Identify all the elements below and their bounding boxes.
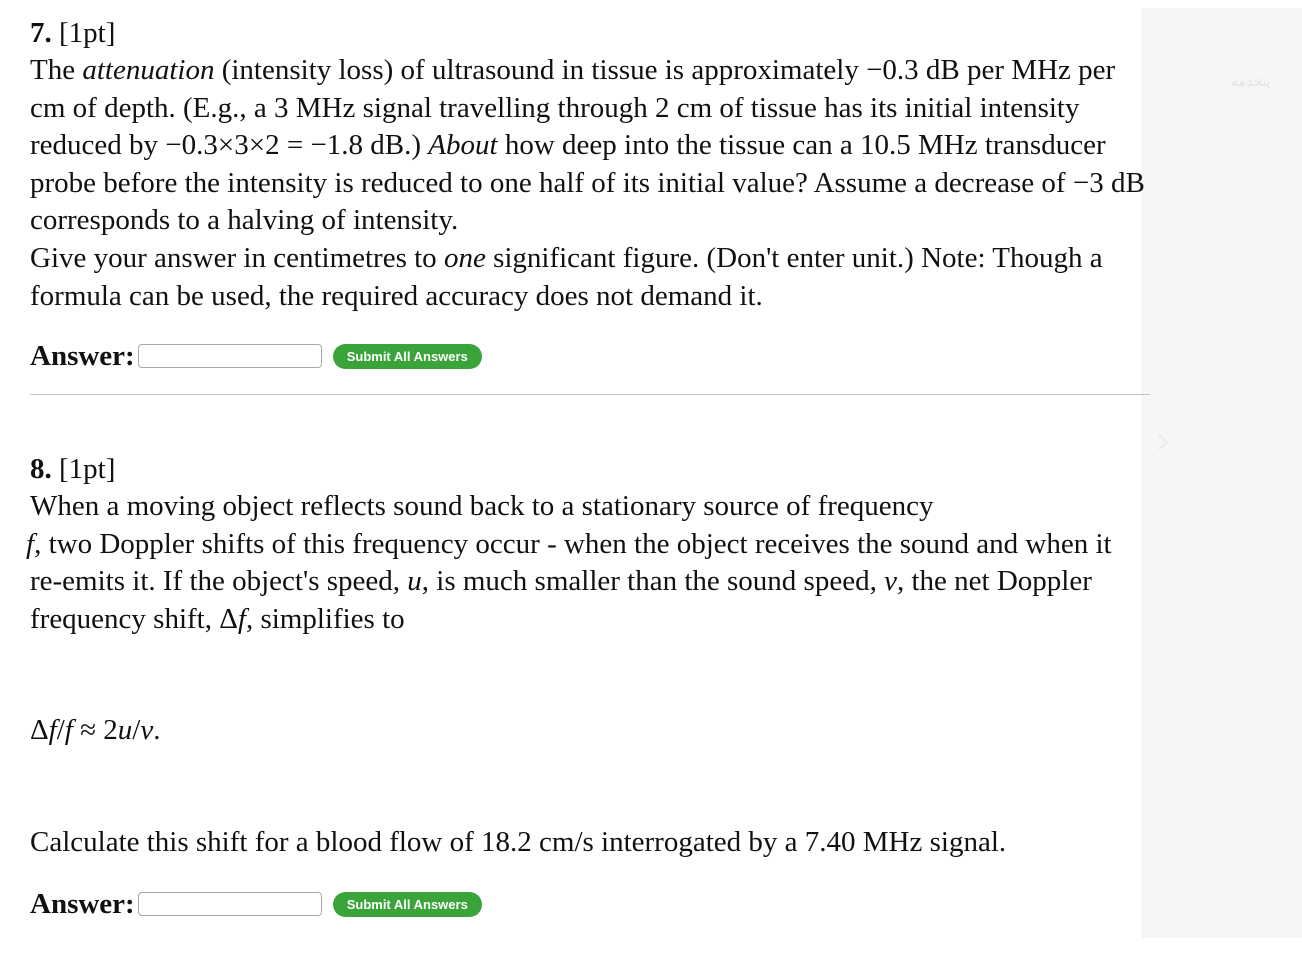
text-run-italic: attenuation <box>82 54 215 86</box>
question-number: 7. <box>30 17 52 49</box>
answer-label: Answer: <box>30 339 135 372</box>
question-7-text <box>30 52 1150 315</box>
question-8-header <box>30 450 1150 488</box>
text-run: , is much smaller than the sound speed, <box>421 565 885 598</box>
formula-part: . <box>153 714 161 746</box>
question-7-answer-row <box>30 336 482 376</box>
question-7-header <box>30 14 1150 52</box>
text-run: , two Doppler shifts of this frequency occur - when the object receives the sound and when it re-emits it. If the object's speed, <box>30 527 1112 598</box>
question-points: [1pt] <box>59 17 116 49</box>
text-run-italic: one <box>443 241 486 274</box>
text-run: (intensity loss) of ultrasound in tissue is approximately −0.3 dB per MHz per cm of depth. (E.g., a 3 MHz signal travelling through 2 cm of tissue has its initial intensity reduced by −0.3×3×2 = −1.8 dB.) <box>30 54 1116 162</box>
text-run-italic: u <box>407 565 422 598</box>
text-run-italic: f <box>237 602 246 635</box>
chevron-right-icon: › <box>1155 418 1171 464</box>
answer-input-q7[interactable] <box>138 344 322 368</box>
question-8-answer-row <box>30 884 482 924</box>
question-7 <box>30 14 1150 372</box>
text-run: , simplifies to <box>245 602 405 635</box>
question-points: [1pt] <box>59 453 116 485</box>
text-run: When a moving object reflects sound back to a stationary source of frequency <box>30 490 934 522</box>
question-number: 8. <box>30 453 52 485</box>
question-8-text <box>26 488 1150 638</box>
question-8-instruction: Calculate this shift for a blood flow of 18.2 cm/s interrogated by a 7.40 MHz signal. <box>30 826 1007 858</box>
answer-label: Answer: <box>30 887 135 920</box>
formula-part: Δ <box>30 714 49 746</box>
text-run-italic: f <box>26 527 35 560</box>
formula-part: v <box>140 714 154 746</box>
formula-part: / <box>56 714 65 746</box>
text-run-italic: v <box>884 565 897 598</box>
answer-input-q8[interactable] <box>138 892 322 916</box>
formula-part: f <box>64 714 73 746</box>
question-divider <box>30 394 1150 395</box>
formula-part: u <box>117 714 133 746</box>
formula-part: f <box>48 714 57 746</box>
text-run: how deep into the tissue can a 10.5 MHz transducer probe before the intensity is reduced to one half of its initial value? Assume a decrease of −3 dB corresponds to a halving of intensity. <box>30 129 1145 237</box>
submit-all-answers-button[interactable]: Submit All Answers <box>333 892 482 917</box>
submit-all-answers-button[interactable]: Submit All Answers <box>333 344 482 369</box>
text-run: The <box>30 54 83 86</box>
right-side-panel <box>1142 8 1302 938</box>
faint-panel-text: يتخدمه <box>1231 74 1271 90</box>
formula-part: ≈ 2 <box>72 714 118 746</box>
text-run: significant figure. (Don't enter unit.) Note: Though a formula can be used, the required accuracy does not demand it. <box>30 241 1103 312</box>
question-8 <box>26 450 1150 920</box>
text-run: , the net Doppler frequency shift, Δ <box>30 565 1092 635</box>
text-run: Give your answer in centimetres to <box>30 241 444 274</box>
doppler-formula <box>30 714 160 747</box>
formula-part: / <box>132 714 141 746</box>
text-run-italic: About <box>428 129 498 162</box>
